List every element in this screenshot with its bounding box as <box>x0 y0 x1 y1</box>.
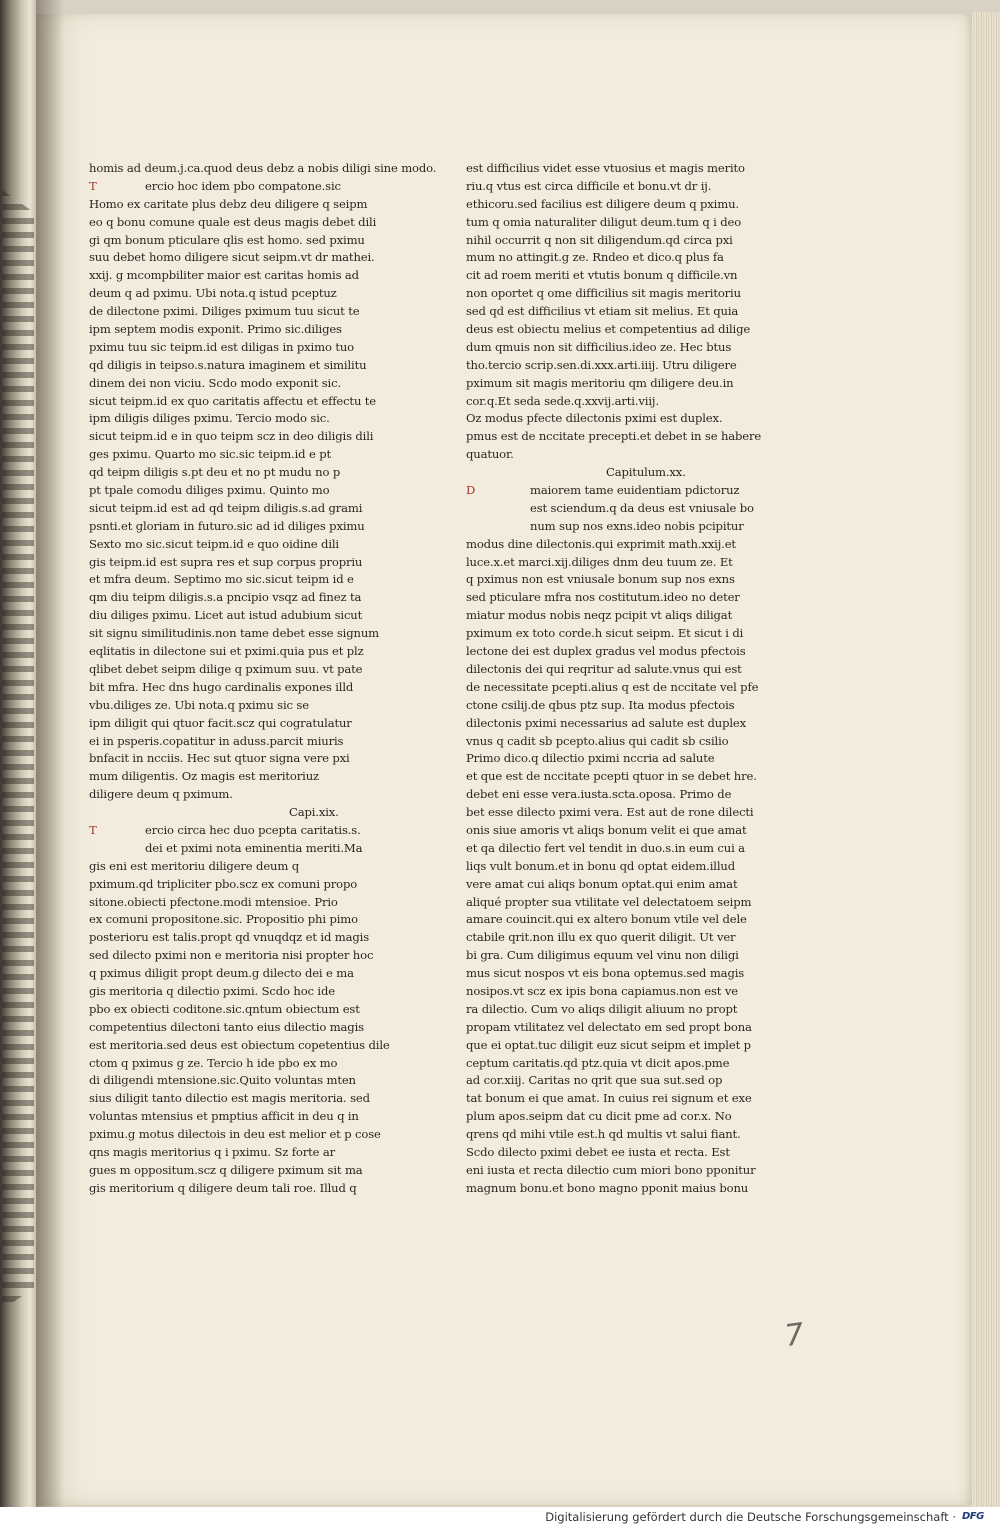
text-line: dinem dei non viciu. Scdo modo exponit sic. <box>89 375 341 390</box>
text-line: eqlitatis in dilectone sui et pximi.quia pus et plz <box>89 644 364 659</box>
text-line: bi gra. Cum diligimus equum vel vinu non diligi <box>466 948 739 963</box>
text-line: pximu.g motus dilectois in deu est melior et p cose <box>89 1127 381 1142</box>
text-line: psnti.et gloriam in futuro.sic ad id diliges pximu <box>89 518 365 533</box>
text-line: Primo dico.q dilectio pximi nccria ad salute <box>466 751 715 766</box>
text-line: cit ad roem meriti et vtutis bonum q difficile.vn <box>466 268 738 283</box>
text-line: ipm diligis diliges pximu. Tercio modo sic. <box>89 411 330 426</box>
text-line: Scdo dilecto pximi debet ee iusta et recta. Est <box>466 1144 730 1159</box>
spine-shadow <box>36 0 64 1507</box>
text-line: eni iusta et recta dilectio cum miori bono pponitur <box>466 1162 756 1177</box>
text-line: onis siue amoris vt aliqs bonum velit ei que amat <box>466 822 747 837</box>
text-line: modus dine dilectonis.qui exprimit math.xxij.et <box>466 536 736 551</box>
text-line: deum q ad pximu. Ubi nota.q istud pceptuz <box>89 286 337 301</box>
text-line: tum q omia naturaliter diligut deum.tum q i deo <box>466 214 742 229</box>
handwritten-folio-number: 7 <box>782 1316 807 1355</box>
text-line: propam vtilitatez vel delectato em sed propt bona <box>466 1019 752 1034</box>
text-line: sed dilecto pximi non e meritoria nisi propter hoc <box>89 948 374 963</box>
text-line: et mfra deum. Septimo mo sic.sicut teipm id e <box>89 572 354 587</box>
text-line: que ei optat.tuc diligit euz sicut seipm et implet p <box>466 1037 751 1052</box>
text-line: sicut teipm.id est ad qd teipm diligis.s.ad grami <box>89 500 363 515</box>
text-line: Sexto mo sic.sicut teipm.id e quo oidine dili <box>89 536 339 551</box>
text-line: ctom q pximus g ze. Tercio h ide pbo ex mo <box>89 1055 338 1070</box>
text-line: gues m oppositum.scz q diligere pximum sit ma <box>89 1162 363 1177</box>
text-line: ex comuni propositone.sic. Propositio phi pimo <box>89 912 358 927</box>
text-line: q pximus diligit propt deum.g dilecto dei e ma <box>89 966 354 981</box>
left-text-column: homis ad deum.j.ca.quod deus debz a nobis diligi sine modo. T ercio hoc idem pbo compatone.sic Homo ex caritate plus debz deu diligere q seipm eo q bonu comune quale est deus magis debet dili gi qm bonum pticulare qlis est homo. sed pximu suu debet homo diligere sicut seipm.vt dr mathei. xxij. g mcompbiliter maior est caritas homis ad deum q ad pximu. Ubi nota.q istud pceptuz de dilectone pximi. Diliges pximum tuu sicut te ipm septem modis exponit. Primo sic.diliges pximu tuu sic teipm.id est diligas in pximo tuo qd diligis in teipso.s.natura imaginem et similitu dinem dei non viciu. Scdo modo exponit sic. sicut teipm.id ex quo caritatis affectu et effectu te ipm diligis diliges pximu. Tercio modo sic. sicut teipm.id e in quo teipm scz in deo diligis dili ges pximu. Quarto mo sic.sic teipm.id e pt qd teipm diligis s.pt deu et no pt mudu no p pt tpale comodu diliges pximu. Quinto mo sicut teipm.id est ad qd teipm diligis.s.ad grami psnti.et gloriam in futuro.sic ad id diliges pximu Sexto mo sic.sicut teipm.id e quo oidine dili gis teipm.id est supra res et sup corpus propriu et mfra deum. Septimo mo sic.sicut teipm id e qm diu teipm diligis.s.a pncipio vsqz ad finez ta diu diliges pximu. Licet aut istud adubium sicut sit signu similitudinis.non tame debet esse signum eqlitatis in dilectone sui et pximi.quia pus et plz qlibet debet seipm dilige q pximum suu. vt pate bit mfra. Hec dns hugo cardinalis expones illd vbu.diliges ze. Ubi nota.q pximu sic se ipm diligit qui qtuor facit.scz qui cogratulatur ei in psperis.copatitur in aduss.parcit miuris bnfacit in ncciis. Hec sut qtuor signa vere pxi mum diligentis. Oz magis est meritoriuz diligere deum q pximum. Capi.xix. T ercio circa hec duo pcepta caritatis.s. dei et pximi nota eminentia meriti.Ma gis eni est meritoriu diligere deum q pximum.qd tripliciter pbo.scz ex comuni propo sitone.obiecti pfectone.modi mtensioe. Prio ex comuni propositone.sic. Propositio phi pimo posterioru est talis.propt qd vnuqdqz et id magis sed dilecto pximi non e meritoria nisi propter hoc q pximus diligit propt deum.g dilecto dei e ma gis meritoria q dilectio pximi. Scdo hoc ide pbo ex obiecti coditone.sic.qntum obiectum est competentius dilectoni tanto eius dilectio magis est meritoria.sed deus est obiectum copetentius dile ctom q pximus g ze. Tercio h ide pbo ex mo di diligendi mtensione.sic.Quito voluntas mten sius diligit tanto dilectio est magis meritoria. sed voluntas mtensius et pmptius afficit in deu q in pximu.g motus dilectois in deu est melior et p cose qns magis meritorius q i pximu. Sz forte ar gues m oppositum.scz q diligere pximum sit ma gis meritorium q diligere deum tali roe. Illud q <box>89 160 389 1198</box>
text-line: ceptum caritatis.qd ptz.quia vt dicit apos.pme <box>466 1055 730 1070</box>
text-line: pbo ex obiecti coditone.sic.qntum obiectum est <box>89 1001 360 1016</box>
facing-page-edge <box>0 0 36 1507</box>
text-line: eo q bonu comune quale est deus magis debet dili <box>89 214 377 229</box>
text-line: voluntas mtensius et pmptius afficit in deu q in <box>89 1109 359 1124</box>
text-line: cor.q.Et seda sede.q.xxvij.arti.viij. <box>466 393 659 408</box>
text-line: Homo ex caritate plus debz deu diligere q seipm <box>89 196 368 211</box>
text-line: est meritoria.sed deus est obiectum copetentius dile <box>89 1037 390 1052</box>
text-line: bit mfra. Hec dns hugo cardinalis expones illd <box>89 679 354 694</box>
right-text-column: est difficilius videt esse vtuosius et magis merito riu.q vtus est circa difficile et bonu.vt dr ij. ethicoru.sed facilius est diligere deum q pximu. tum q omia naturaliter diligut deum.tum q i deo nihil occurrit q non sit diligendum.qd circa pxi mum no attingit.g ze. Rndeo et dico.q plus fa cit ad roem meriti et vtutis bonum q difficile.vn non oportet q ome difficilius sit magis meritoriu sed qd est difficilius vt etiam sit melius. Et quia deus est obiectu melius et competentius ad dilige dum qmuis non sit difficilius.ideo ze. Hec btus tho.tercio scrip.sen.di.xxx.arti.iiij. Utru diligere pximum sit magis meritoriu qm diligere deu.in cor.q.Et seda sede.q.xxvij.arti.viij. Oz modus pfecte dilectonis pximi est duplex. pmus est de nccitate precepti.et debet in se habere quatuor. Capitulum.xx. D maiorem tame euidentiam pdictoruz est sciendum.q da deus est vniusale bo num sup nos exns.ideo nobis pcipitur modus dine dilectonis.qui exprimit math.xxij.et luce.x.et marci.xij.diliges dnm deu tuum ze. Et q pximus non est vniusale bonum sup nos exns sed pticulare mfra nos costitutum.ideo no deter miatur modus nobis neqz pcipit vt aliqs diligat pximum ex toto corde.h sicut seipm. Et sicut i di lectone dei est duplex gradus vel modus pfectois dilectonis dei qui reqritur ad salute.vnus qui est de necessitate pcepti.alius q est de nccitate vel pfe ctone csilij.de qbus ptz sup. Ita modus pfectois dilectonis pximi necessarius ad salute est duplex vnus q cadit sb pcepto.alius qui cadit sb csilio Primo dico.q dilectio pximi nccria ad salute et que est de nccitate pcepti qtuor in se debet hre. debet eni esse vera.iusta.scta.oposa. Primo de bet esse dilecto pximi vera. Est aut de rone dilecti onis siue amoris vt aliqs bonum velit ei que amat et qa dilectio fert vel tendit in duo.s.in eum cui a liqs vult bonum.et in bonu qd optat eidem.illud vere amat cui aliqs bonum optat.qui enim amat aliqué propter sua vtilitate vel delectatoem seipm amare couincit.qui ex altero bonum vtile vel dele ctabile qrit.non illu ex quo querit diligit. Ut ver bi gra. Cum diligimus equum vel vinu non diligi mus sicut nospos vt eis bona optemus.sed magis nosipos.vt scz ex ipis bona capiamus.non est ve ra dilectio. Cum vo aliqs diligit aliuum no propt propam vtilitatez vel delectato em sed propt bona que ei optat.tuc diligit euz sicut seipm et implet p ceptum caritatis.qd ptz.quia vt dicit apos.pme ad cor.xiij. Caritas no qrit que sua sut.sed op tat bonum ei que amat. In cuius rei signum et exe plum apos.seipm dat cu dicit pme ad cor.x. No qrens qd mihi vtile est.h qd multis vt salui fiant. Scdo dilecto pximi debet ee iusta et recta. Est eni iusta et recta dilectio cum miori bono pponitur magnum bonu.et bono magno pponit maius bonu <box>466 160 772 1198</box>
text-line: q pximus non est vniusale bonum sup nos exns <box>466 572 735 587</box>
text-line: mum diligentis. Oz magis est meritoriuz <box>89 769 319 784</box>
text-line: sius diligit tanto dilectio est magis meritoria. sed <box>89 1091 370 1106</box>
text-line: amare couincit.qui ex altero bonum vtile vel dele <box>466 912 747 927</box>
chapter-heading: Capitulum.xx. <box>606 465 686 480</box>
text-line: vbu.diliges ze. Ubi nota.q pximu sic se <box>89 697 309 712</box>
text-line: homis ad deum.j.ca.quod deus debz a nobis diligi sine modo. <box>89 161 437 175</box>
text-line: qns magis meritorius q i pximu. Sz forte ar <box>89 1144 336 1159</box>
text-line: maiorem tame euidentiam pdictoruz <box>530 483 740 498</box>
text-line: qd teipm diligis s.pt deu et no pt mudu no p <box>89 465 341 480</box>
text-line: ercio circa hec duo pcepta caritatis.s. <box>145 822 361 837</box>
chapter-heading: Capi.xix. <box>289 805 339 820</box>
text-line: bet esse dilecto pximi vera. Est aut de rone dilecti <box>466 805 754 820</box>
text-line: ipm diligit qui qtuor facit.scz qui cogratulatur <box>89 715 352 730</box>
text-line: Oz modus pfecte dilectonis pximi est duplex. <box>466 411 723 426</box>
text-line: et qa dilectio fert vel tendit in duo.s.in eum cui a <box>466 840 745 855</box>
dfg-logo: DFG <box>962 1511 984 1522</box>
text-line: sicut teipm.id ex quo caritatis affectu et effectu te <box>89 393 377 408</box>
text-line: de dilectone pximi. Diliges pximum tuu sicut te <box>89 304 360 319</box>
text-line: ad cor.xiij. Caritas no qrit que sua sut.sed op <box>466 1073 723 1088</box>
text-line: gis meritorium q diligere deum tali roe. Illud q <box>89 1180 357 1195</box>
text-line: dei et pximi nota eminentia meriti.Ma <box>145 840 363 855</box>
text-line: num sup nos exns.ideo nobis pcipitur <box>530 518 744 533</box>
text-line: plum apos.seipm dat cu dicit pme ad cor.x. No <box>466 1109 732 1124</box>
text-line: gi qm bonum pticulare qlis est homo. sed pximu <box>89 232 365 247</box>
page-block-edge <box>972 12 1000 1507</box>
text-line: competentius dilectoni tanto eius dilectio magis <box>89 1019 364 1034</box>
text-line: aliqué propter sua vtilitate vel delectatoem seipm <box>466 894 752 909</box>
text-line: pximu tuu sic teipm.id est diligas in pximo tuo <box>89 339 354 354</box>
text-line: ra dilectio. Cum vo aliqs diligit aliuum no propt <box>466 1001 738 1016</box>
text-line: posterioru est talis.propt qd vnuqdqz et id magis <box>89 930 370 945</box>
text-line: miatur modus nobis neqz pcipit vt aliqs diligat <box>466 608 733 623</box>
text-line: est difficilius videt esse vtuosius et magis merito <box>466 161 745 175</box>
text-line: qd diligis in teipso.s.natura imaginem et similitu <box>89 357 367 372</box>
text-line: gis teipm.id est supra res et sup corpus propriu <box>89 554 363 569</box>
text-line: mus sicut nospos vt eis bona optemus.sed magis <box>466 966 745 981</box>
text-line: sed qd est difficilius vt etiam sit melius. Et quia <box>466 304 739 319</box>
text-line: ei in psperis.copatitur in aduss.parcit miuris <box>89 733 344 748</box>
text-line: sicut teipm.id e in quo teipm scz in deo diligis dili <box>89 429 374 444</box>
text-line: ctabile qrit.non illu ex quo querit diligit. Ut ver <box>466 930 736 945</box>
text-line: liqs vult bonum.et in bonu qd optat eidem.illud <box>466 858 735 873</box>
text-line: sitone.obiecti pfectone.modi mtensioe. Prio <box>89 894 338 909</box>
text-line: nosipos.vt scz ex ipis bona capiamus.non est ve <box>466 983 738 998</box>
text-line: mum no attingit.g ze. Rndeo et dico.q plus fa <box>466 250 724 265</box>
text-line: suu debet homo diligere sicut seipm.vt dr mathei. <box>89 250 375 265</box>
text-line: vnus q cadit sb pcepto.alius qui cadit sb csilio <box>466 733 729 748</box>
text-line: sed pticulare mfra nos costitutum.ideo no deter <box>466 590 740 605</box>
text-line: di diligendi mtensione.sic.Quito voluntas mten <box>89 1073 356 1088</box>
text-line: sit signu similitudinis.non tame debet esse signum <box>89 626 379 641</box>
text-line: pximum sit magis meritoriu qm diligere deu.in <box>466 375 734 390</box>
text-line: dilectonis dei qui reqritur ad salute.vnus qui est <box>466 661 742 676</box>
text-line: magnum bonu.et bono magno pponit maius bonu <box>466 1180 749 1195</box>
text-line: ercio hoc idem pbo compatone.sic <box>145 178 341 193</box>
text-line: riu.q vtus est circa difficile et bonu.vt dr ij. <box>466 178 712 193</box>
text-line: diligere deum q pximum. <box>89 787 233 802</box>
text-line: lectone dei est duplex gradus vel modus pfectois <box>466 644 746 659</box>
text-line: bnfacit in ncciis. Hec sut qtuor signa vere pxi <box>89 751 350 766</box>
text-line: nihil occurrit q non sit diligendum.qd circa pxi <box>466 232 733 247</box>
text-line: qlibet debet seipm dilige q pximum suu. vt pate <box>89 661 363 676</box>
text-line: quatuor. <box>466 447 514 462</box>
text-line: ethicoru.sed facilius est diligere deum q pximu. <box>466 196 739 211</box>
facing-page-text-fragment <box>2 190 34 1310</box>
text-line: dum qmuis non sit difficilius.ideo ze. Hec btus <box>466 339 732 354</box>
text-line: luce.x.et marci.xij.diliges dnm deu tuum ze. Et <box>466 554 733 569</box>
text-line: pximum.qd tripliciter pbo.scz ex comuni propo <box>89 876 358 891</box>
text-line: qrens qd mihi vtile est.h qd multis vt salui fiant. <box>466 1127 741 1142</box>
footer-bar <box>0 1507 1000 1527</box>
text-line: ctone csilij.de qbus ptz sup. Ita modus pfectois <box>466 697 735 712</box>
text-line: et que est de nccitate pcepti qtuor in se debet hre. <box>466 769 757 784</box>
text-line: tat bonum ei que amat. In cuius rei signum et exe <box>466 1091 752 1106</box>
text-line: dilectonis pximi necessarius ad salute est duplex <box>466 715 747 730</box>
text-line: pmus est de nccitate precepti.et debet in se habere <box>466 429 762 444</box>
text-line: tho.tercio scrip.sen.di.xxx.arti.iiij. Utru diligere <box>466 357 737 372</box>
text-line: vere amat cui aliqs bonum optat.qui enim amat <box>466 876 738 891</box>
text-line: pximum ex toto corde.h sicut seipm. Et sicut i di <box>466 626 744 641</box>
text-line: gis eni est meritoriu diligere deum q <box>89 858 300 873</box>
text-line: ipm septem modis exponit. Primo sic.diliges <box>89 322 342 337</box>
text-line: debet eni esse vera.iusta.scta.oposa. Primo de <box>466 787 732 802</box>
text-line: diu diliges pximu. Licet aut istud adubium sicut <box>89 608 363 623</box>
funding-credit: Digitalisierung gefördert durch die Deutsche Forschungsgemeinschaft · <box>545 1510 956 1524</box>
text-line: ges pximu. Quarto mo sic.sic teipm.id e pt <box>89 447 331 462</box>
text-line: de necessitate pcepti.alius q est de nccitate vel pfe <box>466 679 759 694</box>
text-line: qm diu teipm diligis.s.a pncipio vsqz ad finez ta <box>89 590 362 605</box>
text-line: est sciendum.q da deus est vniusale bo <box>530 500 754 515</box>
text-line: deus est obiectu melius et competentius ad dilige <box>466 322 751 337</box>
text-line: pt tpale comodu diliges pximu. Quinto mo <box>89 483 330 498</box>
text-line: xxij. g mcompbiliter maior est caritas homis ad <box>89 268 359 283</box>
text-line: non oportet q ome difficilius sit magis meritoriu <box>466 286 741 301</box>
text-line: gis meritoria q dilectio pximi. Scdo hoc ide <box>89 983 335 998</box>
